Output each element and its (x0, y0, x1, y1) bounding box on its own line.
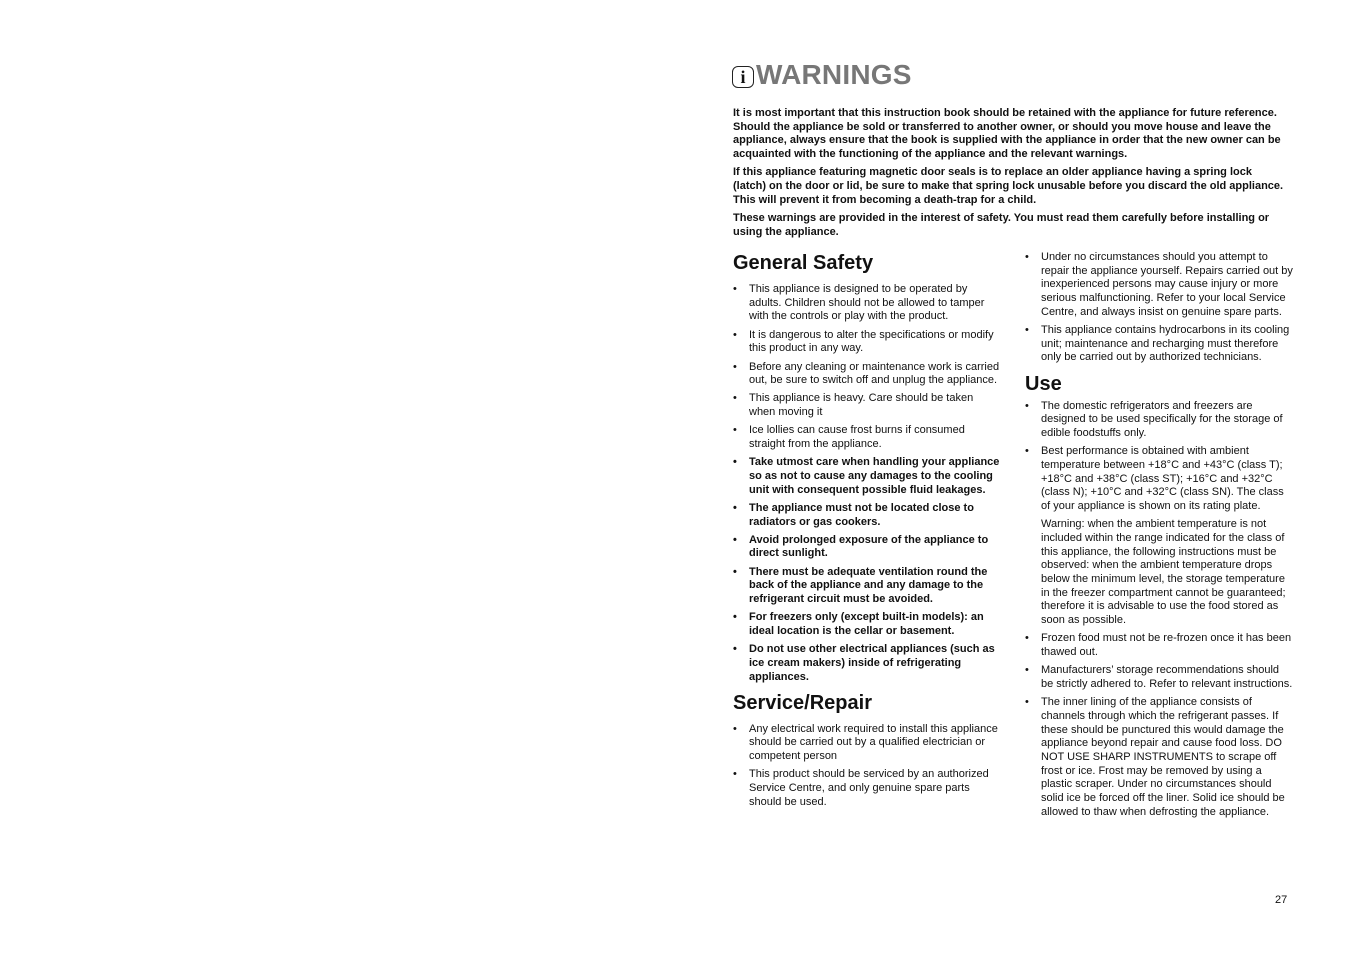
list-item-continuation (1025, 518, 1293, 628)
bullet-icon: • (1025, 251, 1029, 263)
bullet-icon: • (733, 611, 737, 624)
list-item (1025, 324, 1293, 365)
list-item (733, 502, 1001, 529)
list-item (733, 643, 1001, 684)
list-item-text: This appliance contains hydrocarbons in its cooling unit; maintenance and recharging must therefore only be carried out by authorized technicians. (1041, 324, 1290, 364)
list-item (733, 611, 1001, 638)
list-item (733, 424, 1001, 451)
general-safety-heading: General Safety (733, 252, 874, 274)
bullet-icon: • (1025, 324, 1029, 337)
left-column (733, 249, 1001, 814)
list-item (1025, 445, 1293, 514)
list-item-text: Do not use other electrical appliances (such as ice cream makers) inside of refrigerating appliances. (749, 643, 995, 683)
bullet-icon: • (1025, 399, 1029, 412)
intro-section (733, 107, 1288, 244)
list-item-text: This appliance is designed to be operated by adults. Children should not be allowed to tamper with the controls or play with the product. (749, 283, 985, 323)
general-safety-list (733, 283, 1001, 684)
list-item-text: Before any cleaning or maintenance work is carried out, be sure to switch off and unplug the appliance. (749, 360, 1000, 387)
list-item (733, 768, 1001, 809)
bullet-icon: • (733, 424, 737, 437)
list-item-text: Avoid prolonged exposure of the appliance to direct sunlight. (749, 533, 989, 560)
bullet-icon: • (733, 360, 737, 373)
intro-paragraph: It is most important that this instruction book should be retained with the appliance for future reference. Should the appliance be sold or transferred to another owner, or should you move house and leave the appliance, always ensure that the book is supplied with the appliance in order that the new owner can be acquainted with the functioning of the appliance and the relevant warnings. (733, 107, 1281, 160)
bullet-icon: • (733, 533, 737, 546)
list-item-text: Take utmost care when handling your appliance so as not to cause any damages to the cooling unit with consequent possible fluid leakages. (749, 456, 1000, 496)
list-item-text: Ice lollies can cause frost burns if consumed straight from the appliance. (749, 424, 965, 451)
list-item-text: Under no circumstances should you attempt to repair the appliance yourself. Repairs carried out by inexperienced persons may cause injury or more serious malfunctioning. Refer to your local Service Centre, and always insist on genuine spare parts. (1041, 251, 1293, 318)
right-column (1025, 251, 1293, 824)
list-item-text: The domestic refrigerators and freezers are designed to be used specifically for the storage of edible foodstuffs only. (1041, 399, 1283, 440)
list-item (1025, 664, 1293, 691)
service-repair-heading: Service/Repair (733, 691, 872, 714)
bullet-icon: • (1025, 632, 1029, 645)
list-item-text: This appliance is heavy. Care should be taken when moving it (749, 392, 974, 419)
warnings-header (732, 57, 912, 93)
intro-paragraph: These warnings are provided in the interest of safety. You must read them carefully before installing or using the appliance. (733, 212, 1270, 238)
bullet-icon: • (733, 501, 737, 514)
bullet-icon: • (1025, 696, 1029, 709)
list-item (733, 329, 1001, 356)
list-item-text: This product should be serviced by an authorized Service Centre, and only genuine spare parts should be used. (749, 768, 989, 808)
bullet-icon: • (733, 328, 737, 341)
bullet-icon: • (1025, 445, 1029, 458)
list-item-text: Any electrical work required to install this appliance should be carried out by a qualified electrician or competent person (749, 722, 998, 763)
bullet-icon: • (733, 768, 737, 781)
list-item-text: The inner lining of the appliance consists of channels through which the refrigerant passes. If these should be punctured this would damage the appliance beyond repair and cause food loss. DO NOT USE SHARP INSTRUMENTS to scrape off frost or ice. Frost may be removed by using a plastic scraper. Under no circumstances should solid ice be forced off the liner. Solid ice should be allowed to thaw when defrosting the appliance. (1041, 696, 1285, 818)
list-item-text: Warning: when the ambient temperature is not included within the range indicated for the class of this appliance, the following instructions must be observed: when the ambient temperature drops below the minimum level, the storage temperature in the freezer compartment cannot be guaranteed; therefore it is advisable to use the food stored as soon as possible. (1041, 518, 1286, 627)
list-item-text: For freezers only (except built-in models): an ideal location is the cellar or basement. (749, 611, 984, 637)
page-number: 27 (1275, 894, 1288, 906)
list-item (733, 392, 1001, 419)
info-icon: i (732, 66, 754, 88)
bullet-icon: • (733, 643, 737, 656)
list-item-text: Manufacturers’ storage recommendations should be strictly adhered to. Refer to relevant instructions. (1041, 664, 1293, 690)
list-item (733, 723, 1001, 764)
bullet-icon: • (733, 392, 737, 405)
bullet-icon: • (733, 283, 737, 295)
bullet-icon: • (733, 722, 737, 735)
list-item (1025, 400, 1293, 441)
list-item (733, 534, 1001, 561)
bullet-icon: • (733, 456, 737, 469)
page-title: WARNINGS (756, 59, 912, 90)
intro-paragraph: If this appliance featuring magnetic door seals is to replace an older appliance having a spring lock (latch) on the door or lid, be sure to make that spring lock unusable before you discard the old appliance. This will prevent it from becoming a death-trap for a child. (733, 166, 1284, 206)
list-item (733, 361, 1001, 388)
bullet-icon: • (733, 565, 737, 578)
list-item-text: There must be adequate ventilation round the back of the appliance and any damage to the refrigerant circuit must be avoided. (749, 565, 988, 606)
list-item-text: Best performance is obtained with ambient temperature between +18°C and +43°C (class T); +18°C and +38°C (class ST); +16°C and +32°C (class N); +10°C and +32°C (class SN). The class of your appliance is shown on its rating plate. (1041, 445, 1284, 513)
list-item (1025, 251, 1293, 320)
use-list (1025, 400, 1293, 820)
list-item (1025, 696, 1293, 819)
list-item (733, 283, 1001, 324)
use-heading: Use (1025, 372, 1062, 395)
list-item-text: It is dangerous to alter the specifications or modify this product in any way. (749, 328, 994, 355)
list-item-text: Frozen food must not be re-frozen once it has been thawed out. (1041, 632, 1292, 659)
bullet-icon: • (1025, 664, 1029, 677)
service-repair-list-continued (1025, 251, 1293, 365)
list-item (1025, 632, 1293, 659)
service-repair-list (733, 723, 1001, 810)
list-item-text: The appliance must not be located close to radiators or gas cookers. (749, 501, 974, 528)
list-item (733, 456, 1001, 497)
list-item (733, 566, 1001, 607)
